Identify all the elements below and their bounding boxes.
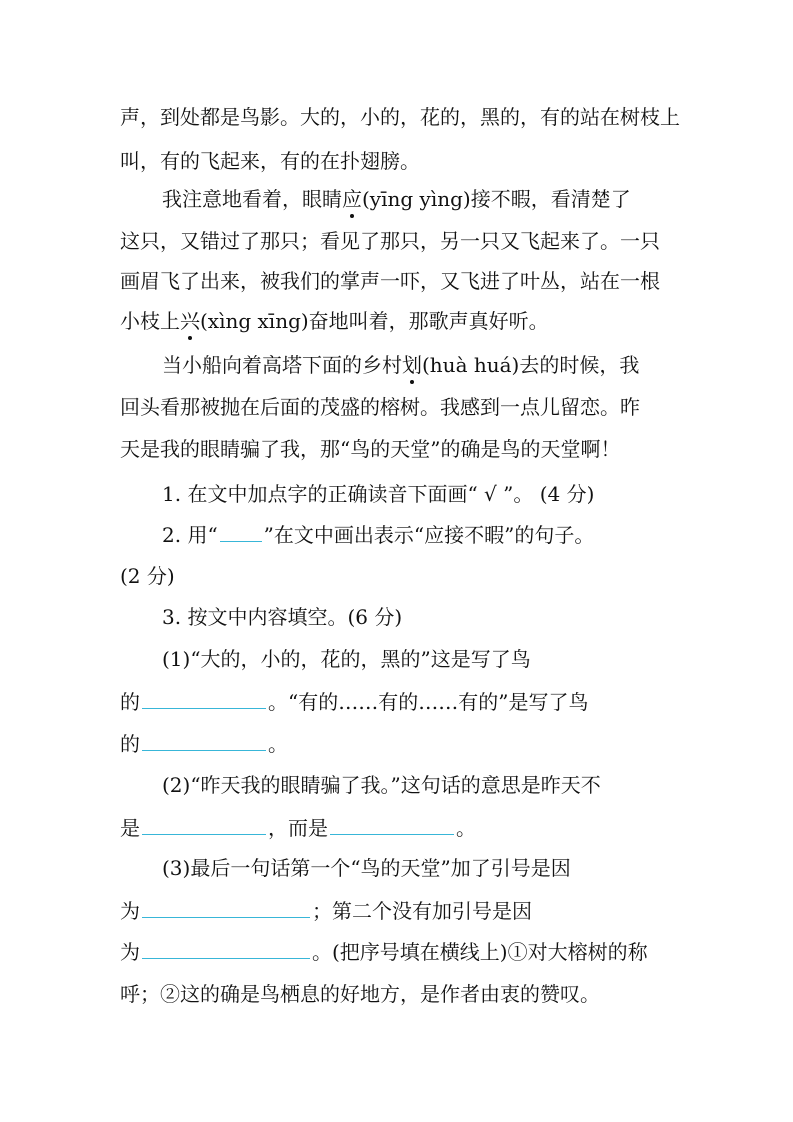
passage-line: 画眉飞了出来，被我们的掌声一吓，又飞进了叶丛，站在一根 xyxy=(120,269,660,293)
subquestion-2-line: 是 ，而是 。 xyxy=(120,816,476,840)
subquestion-3-line: 为 ；第二个没有加引号是因 xyxy=(120,899,532,923)
subquestion-3-options: 呼；②这的确是鸟栖息的好地方，是作者由衷的赞叹。 xyxy=(120,982,600,1006)
passage-line: 当小船向着高塔下面的乡村划(huà huá)去的时候，我 xyxy=(162,353,640,377)
question-1: 1. 在文中加点字的正确读音下面画“ √ ”。 (4 分) xyxy=(162,482,595,506)
answer-blank[interactable] xyxy=(142,938,310,959)
subquestion-1: (1)“大的，小的，花的，黑的”这是写了鸟 xyxy=(162,647,531,671)
dotted-character: 应 xyxy=(342,187,362,211)
answer-blank[interactable] xyxy=(142,688,266,709)
subquestion-2: (2)“昨天我的眼睛骗了我。”这句话的意思是昨天不 xyxy=(162,773,601,797)
answer-blank[interactable] xyxy=(330,814,454,835)
subquestion-3: (3)最后一句话第一个“鸟的天堂”加了引号是因 xyxy=(162,856,571,880)
answer-blank[interactable] xyxy=(142,814,266,835)
subquestion-1-line: 的 。 xyxy=(120,732,288,756)
question-2: 2. 用“ ”在文中画出表示“应接不暇”的句子。 xyxy=(162,523,595,547)
passage-line: 小枝上兴(xìng xīng)奋地叫着，那歌声真好听。 xyxy=(120,309,549,333)
passage-line: 我注意地看着，眼睛应(yīng yìng)接不暇，看清楚了 xyxy=(162,187,631,211)
passage-line: 叫，有的飞起来，有的在扑翅膀。 xyxy=(120,149,420,173)
dotted-character: 兴 xyxy=(180,309,200,333)
subquestion-3-line: 为 。(把序号填在横线上)①对大榕树的称 xyxy=(120,940,648,964)
passage-line: 声，到处都是鸟影。大的，小的，花的，黑的，有的站在树枝上 xyxy=(120,105,680,129)
subquestion-1-line: 的 。“有的……有的……有的”是写了鸟 xyxy=(120,690,589,714)
question-3: 3. 按文中内容填空。(6 分) xyxy=(162,605,403,629)
answer-blank[interactable] xyxy=(142,730,266,751)
answer-blank[interactable] xyxy=(142,897,310,918)
passage-line: 回头看那被抛在后面的茂盛的榕树。我感到一点儿留恋。昨 xyxy=(120,395,640,419)
passage-line: 这只，又错过了那只；看见了那只，另一只又飞起来了。一只 xyxy=(120,229,660,253)
dotted-character: 划 xyxy=(402,353,422,377)
underline-sample xyxy=(220,521,262,542)
passage-line: 天是我的眼睛骗了我，那“鸟的天堂”的确是鸟的天堂啊！ xyxy=(120,437,621,461)
question-2-score: (2 分) xyxy=(120,564,175,588)
